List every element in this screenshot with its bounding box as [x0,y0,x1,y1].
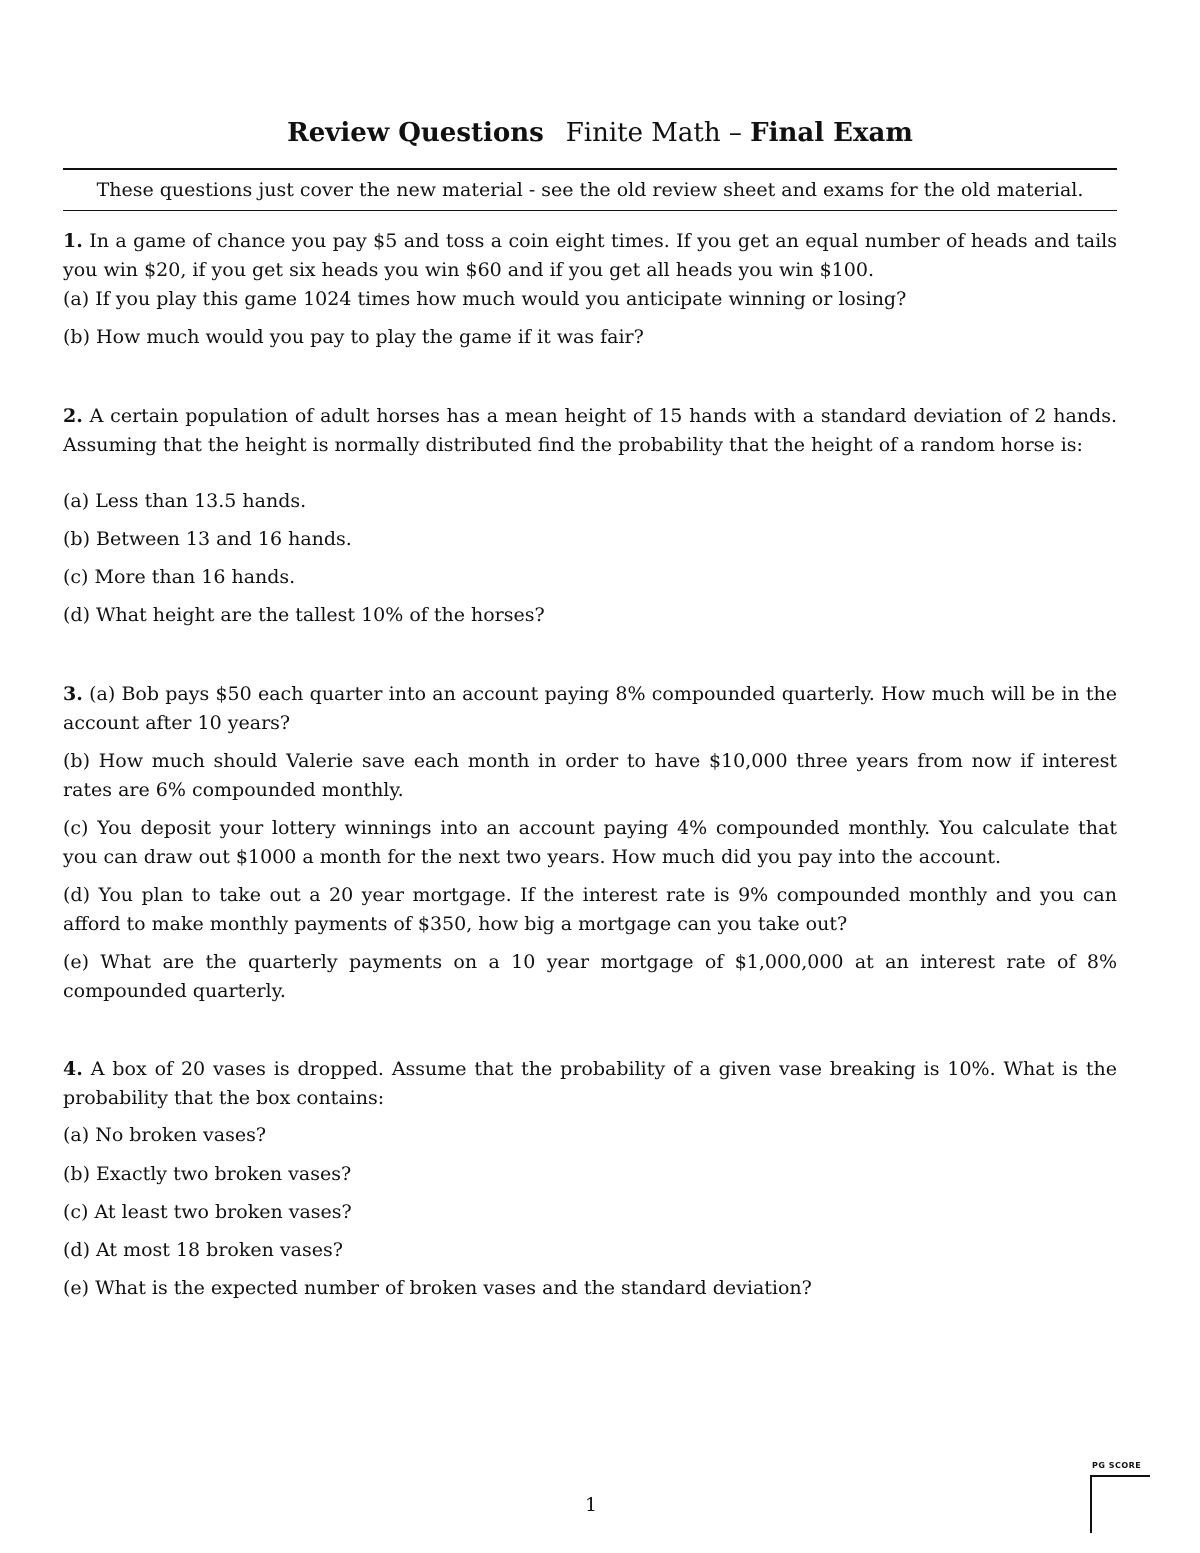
header-rule-bottom [63,210,1117,211]
question-number: 4. [63,1058,83,1080]
subtitle-note: These questions just cover the new material - see the old review sheet and exams for the old material. [96,179,1084,201]
question-2 [63,402,1117,459]
question-3-part-c: (c) You deposit your lottery winnings into an account paying 4% compounded monthly. You calculate that you can draw out $1000 a month for the next two years. How much did you pay into the account. [63,817,1117,868]
question-4-part-a: (a) No broken vases? [63,1124,267,1146]
question-number: 3. [63,683,83,705]
question-stem: A box of 20 vases is dropped. Assume that the probability of a given vase breaking is 10%. What is the probability that the box contains: [63,1058,1117,1109]
question-stem: (a) Bob pays $50 each quarter into an account paying 8% compounded quarterly. How much will be in the account after 10 years? [63,683,1117,734]
title-review-questions: Review Questions [287,118,544,148]
question-2-part-d: (d) What height are the tallest 10% of the horses? [63,604,545,626]
header-rule-top [63,168,1117,170]
page-title [0,116,1200,150]
pg-score-box [1090,1475,1150,1533]
question-4-part-d: (d) At most 18 broken vases? [63,1239,343,1261]
question-1-part-b: (b) How much would you pay to play the game if it was fair? [63,326,644,348]
question-2-part-b: (b) Between 13 and 16 hands. [63,528,352,550]
question-4 [63,1055,1117,1112]
question-number: 2. [63,405,83,427]
pg-score-label: PG SCORE [1092,1461,1142,1470]
question-number: 1. [63,230,83,252]
question-4-part-e: (e) What is the expected number of broken vases and the standard deviation? [63,1277,812,1299]
question-2-part-a: (a) Less than 13.5 hands. [63,490,307,512]
page-number: 1 [584,1494,598,1516]
question-4-part-b: (b) Exactly two broken vases? [63,1163,352,1185]
title-course: Finite Math – [565,118,742,148]
question-3-part-e: (e) What are the quarterly payments on a 10 year mortgage of $1,000,000 at an interest rate of 8% compounded quarterly. [63,951,1117,1002]
question-4-part-c: (c) At least two broken vases? [63,1201,352,1223]
question-1 [63,227,1117,284]
title-final-exam: Final Exam [750,118,913,148]
question-stem: In a game of chance you pay $5 and toss a coin eight times. If you get an equal number of heads and tails you win $20, if you get six heads you win $60 and if you get all heads you win $100. [63,230,1117,281]
question-3-part-d: (d) You plan to take out a 20 year mortgage. If the interest rate is 9% compounded monthly and you can afford to make monthly payments of $350, how big a mortgage can you take out? [63,884,1117,935]
question-stem: A certain population of adult horses has a mean height of 15 hands with a standard deviation of 2 hands. Assuming that the height is normally distributed find the probability that the height of a random horse is: [63,405,1117,456]
question-2-part-c: (c) More than 16 hands. [63,566,296,588]
question-3-part-b: (b) How much should Valerie save each month in order to have $10,000 three years from now if interest rates are 6% compounded monthly. [63,750,1117,801]
question-1-part-a: (a) If you play this game 1024 times how much would you anticipate winning or losing? [63,288,907,310]
question-3 [63,680,1117,737]
